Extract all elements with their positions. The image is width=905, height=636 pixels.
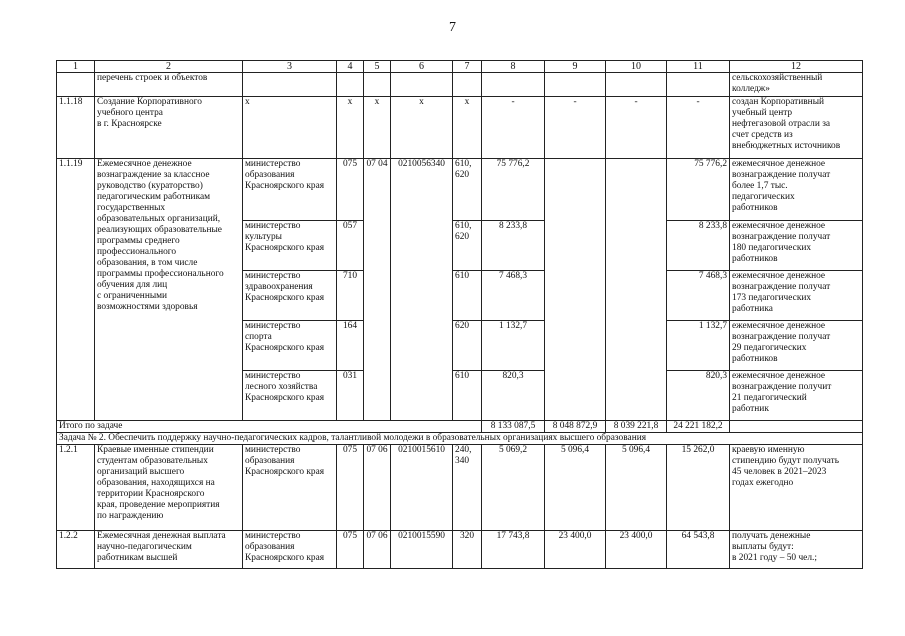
cell-y2021: 5 069,2 [482,445,545,531]
cell-num: 1.2.1 [57,445,95,531]
cell-vr: 610 [453,371,482,421]
cell-total: 15 262,0 [667,445,730,531]
cell-y2023: - [606,97,667,159]
cell-total: 8 233,8 [667,221,730,271]
total-sum: 24 221 182,2 [667,421,730,433]
cell [453,73,482,97]
cell-csr: 0210015610 [391,445,453,531]
cell-y2021: 17 743,8 [482,531,545,569]
cell-ministry: министерство лесного хозяйства Красноярского края [243,371,337,421]
header-cell: 1 [57,61,95,73]
cell-ministry: министерство здравоохранения Красноярского края [243,271,337,321]
cell-total: 75 776,2 [667,159,730,221]
cell-vr: х [453,97,482,159]
cell-ministry: х [243,97,337,159]
cell-num [57,73,95,97]
cell-ministry: министерство культуры Красноярского края [243,221,337,271]
cell-num: 1.1.19 [57,159,95,421]
cell-vr: 320 [453,531,482,569]
cell-vr: 610 [453,271,482,321]
cell-result: получать денежные выплаты будут: в 2021 году – 50 чел.; [730,531,863,569]
cell-name: перечень строек и объектов [95,73,243,97]
cell-grbs: 075 [337,159,364,221]
cell-result: ежемесячное денежное вознаграждение получат более 1,7 тыс. педагогических работников [730,159,863,221]
program-measures-table [56,60,863,569]
header-cell: 11 [667,61,730,73]
page-number: 7 [449,20,456,35]
cell-result: ежемесячное денежное вознаграждение получит 21 педагогический работник [730,371,863,421]
cell-rzpr: х [364,97,391,159]
cell-result [730,421,863,433]
header-cell: 4 [337,61,364,73]
cell [337,73,364,97]
cell-csr: 0210056340 [391,159,453,421]
cell-y2023: 5 096,4 [606,445,667,531]
cell-y2021: 8 233,8 [482,221,545,271]
cell [545,73,606,97]
total-y2022: 8 048 872,9 [545,421,606,433]
total-label: Итого по задаче [57,421,482,433]
cell-y2022: 5 096,4 [545,445,606,531]
header-cell: 6 [391,61,453,73]
header-cell: 3 [243,61,337,73]
cell-ministry: министерство образования Красноярского края [243,445,337,531]
table-row [57,531,863,569]
cell-csr: х [391,97,453,159]
column-number-row [57,61,863,73]
cell-result: краевую именную стипендию будут получать 45 человек в 2021–2023 годах ежегодно [730,445,863,531]
cell-grbs: 057 [337,221,364,271]
cell-rzpr: 07 04 [364,159,391,421]
table-row [57,445,863,531]
cell-y2022: 23 400,0 [545,531,606,569]
cell [364,73,391,97]
cell-csr: 0210015590 [391,531,453,569]
cell-ministry: министерство образования Красноярского края [243,531,337,569]
cell-result: ежемесячное денежное вознаграждение получат 173 педагогических работника [730,271,863,321]
cell-y2021: 820,3 [482,371,545,421]
cell-ministry: министерство спорта Красноярского края [243,321,337,371]
cell-name: Краевые именные стипендии студентам образовательных организаций высшего образования, находящихся на территории Красноярского края, проведение мероприятия по награждению [95,445,243,531]
cell [482,73,545,97]
cell [391,73,453,97]
cell-rzpr: 07 06 [364,531,391,569]
header-cell: 5 [364,61,391,73]
cell [243,73,337,97]
cell-total: 820,3 [667,371,730,421]
cell-y2021: 7 468,3 [482,271,545,321]
cell-result: ежемесячное денежное вознаграждение получат 29 педагогических работников [730,321,863,371]
cell-vr: 620 [453,321,482,371]
header-cell: 8 [482,61,545,73]
cell-grbs: х [337,97,364,159]
cell-num: 1.1.18 [57,97,95,159]
header-cell: 7 [453,61,482,73]
task-heading-row [57,433,863,445]
cell-name: Создание Корпоративного учебного центра в г. Красноярске [95,97,243,159]
cell-name: Ежемесячное денежное вознаграждение за классное руководство (кураторство) педагогическим работникам государственных образовательных организаций, реализующих образовательные программы среднего профессионального образования, в том числе программы профессионального обучения для лиц с ограниченными возможностями здоровья [95,159,243,421]
cell [667,73,730,97]
cell-result: сельскохозяйственный колледж» [730,73,863,97]
cell-vr: 610, 620 [453,221,482,271]
cell-rzpr: 07 06 [364,445,391,531]
header-cell: 10 [606,61,667,73]
table-row [57,159,863,221]
cell-vr: 610, 620 [453,159,482,221]
total-y2023: 8 039 221,8 [606,421,667,433]
cell-total: 64 543,8 [667,531,730,569]
cell-vr: 240, 340 [453,445,482,531]
cell-y2023 [606,159,667,421]
cell-grbs: 031 [337,371,364,421]
cell-grbs: 710 [337,271,364,321]
cell-num: 1.2.2 [57,531,95,569]
cell-y2021: - [482,97,545,159]
cell-total: 1 132,7 [667,321,730,371]
cell-result: ежемесячное денежное вознаграждение получат 180 педагогических работников [730,221,863,271]
cell-ministry: министерство образования Красноярского края [243,159,337,221]
header-cell: 12 [730,61,863,73]
header-cell: 9 [545,61,606,73]
cell-y2022: - [545,97,606,159]
cell-result: создан Корпоративный учебный центр нефтегазовой отрасли за счет средств из внебюджетных источников [730,97,863,159]
total-y2021: 8 133 087,5 [482,421,545,433]
cell-grbs: 075 [337,445,364,531]
cell-y2021: 1 132,7 [482,321,545,371]
task-heading: Задача № 2. Обеспечить поддержку научно-педагогических кадров, талантливой молодежи в образовательных организациях высшего образования [57,433,863,445]
cell-name: Ежемесячная денежная выплата научно-педагогическим работникам высшей [95,531,243,569]
table-row [57,97,863,159]
cell-y2023: 23 400,0 [606,531,667,569]
cell-y2022 [545,159,606,421]
cell-grbs: 075 [337,531,364,569]
cell-total: 7 468,3 [667,271,730,321]
header-cell: 2 [95,61,243,73]
cell-total: - [667,97,730,159]
total-row [57,421,863,433]
cell-y2021: 75 776,2 [482,159,545,221]
cell-grbs: 164 [337,321,364,371]
table-row [57,73,863,97]
cell [606,73,667,97]
